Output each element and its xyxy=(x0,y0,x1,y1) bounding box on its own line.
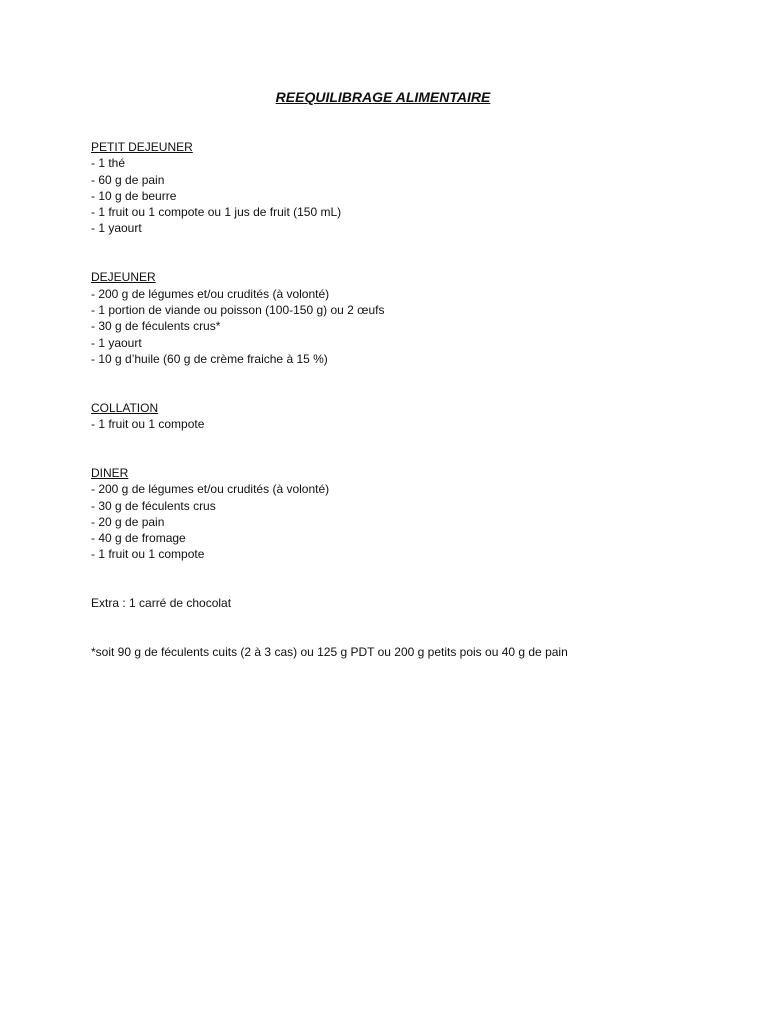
list-item: - 200 g de légumes et/ou crudités (à volonté) xyxy=(91,286,330,301)
section-spacer xyxy=(91,367,711,400)
section-spacer xyxy=(91,563,711,596)
list-item: - 1 yaourt xyxy=(91,335,142,350)
list-item: - 1 fruit ou 1 compote ou 1 jus de fruit (150 mL) xyxy=(91,205,342,220)
list-item: - 1 thé xyxy=(91,156,126,171)
list-item: - 30 g de féculents crus xyxy=(91,498,216,513)
list-item: - 10 g d’huile (60 g de crème fraiche à 15 %) xyxy=(91,351,328,366)
list-item: - 1 portion de viande ou poisson (100-150 g) ou 2 œufs xyxy=(91,302,385,317)
section-heading: PETIT DEJEUNER xyxy=(91,140,193,154)
list-item: - 20 g de pain xyxy=(91,514,165,529)
list-item: - 10 g de beurre xyxy=(91,188,177,203)
list-item: - 1 fruit ou 1 compote xyxy=(91,417,205,432)
section-spacer xyxy=(91,612,711,645)
footnote: *soit 90 g de féculents cuits (2 à 3 cas) ou 125 g PDT ou 200 g petits pois ou 40 g de pain xyxy=(91,645,568,660)
document-title: REEQUILIBRAGE ALIMENTAIRE xyxy=(275,89,491,105)
section-spacer xyxy=(91,432,711,465)
list-item: - 40 g de fromage xyxy=(91,531,186,546)
section-heading: DEJEUNER xyxy=(91,270,156,285)
document-body xyxy=(91,139,711,661)
section-heading: DINER xyxy=(91,465,129,480)
section-spacer xyxy=(91,237,711,270)
list-item: - 60 g de pain xyxy=(91,172,165,187)
section-collation xyxy=(91,400,711,433)
section-diner xyxy=(91,465,711,563)
section-dejeuner xyxy=(91,269,711,367)
list-item: - 200 g de légumes et/ou crudités (à volonté) xyxy=(91,482,330,497)
list-item: - 1 fruit ou 1 compote xyxy=(91,547,205,562)
extra-note: Extra : 1 carré de chocolat xyxy=(91,596,232,611)
list-item: - 30 g de féculents crus* xyxy=(91,319,221,334)
list-item: - 1 yaourt xyxy=(91,221,142,236)
section-petit-dejeuner xyxy=(91,139,711,237)
section-heading: COLLATION xyxy=(91,400,159,415)
